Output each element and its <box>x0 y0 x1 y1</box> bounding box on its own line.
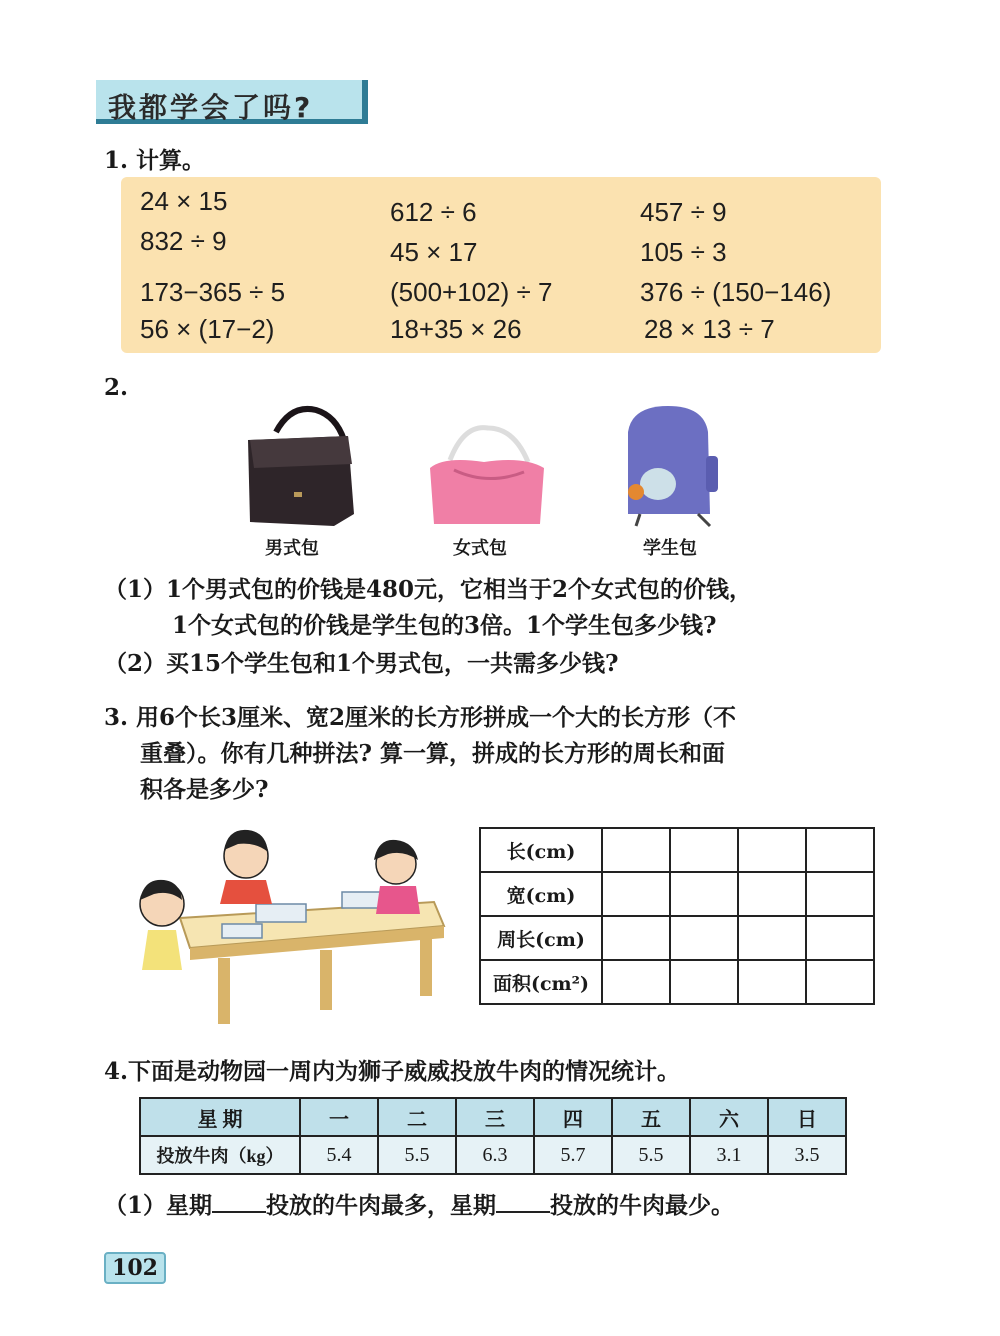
q3-table <box>479 827 875 1005</box>
table-row <box>140 1136 846 1174</box>
expr: 24 × 15 <box>140 186 228 216</box>
q1-label: 1. 计算。 <box>104 147 206 174</box>
answer-cell[interactable] <box>806 872 874 916</box>
value-cell: 5.4 <box>300 1136 378 1174</box>
expr: 832 ÷ 9 <box>140 226 227 256</box>
header-cell: 三 <box>456 1098 534 1136</box>
answer-cell[interactable] <box>602 872 670 916</box>
children-table-illustration <box>134 820 450 1032</box>
value-cell: 5.5 <box>378 1136 456 1174</box>
expr: 45 × 17 <box>390 237 478 267</box>
page-number: 102 <box>104 1252 166 1284</box>
answer-blank[interactable] <box>212 1189 266 1213</box>
expr: 105 ÷ 3 <box>640 237 727 267</box>
header-cell: 二 <box>378 1098 456 1136</box>
answer-cell[interactable] <box>602 828 670 872</box>
header-cell: 六 <box>690 1098 768 1136</box>
expr: 56 × (17−2) <box>140 314 275 344</box>
expr: 18+35 × 26 <box>390 314 522 344</box>
expr: 173−365 ÷ 5 <box>140 277 286 307</box>
expr: 376 ÷ (150−146) <box>640 277 832 307</box>
q2-part2: （2）买15个学生包和1个男式包，一共需多少钱? <box>104 650 619 677</box>
answer-cell[interactable] <box>738 828 806 872</box>
q2-part1-line2: 1个女式包的价钱是学生包的3倍。1个学生包多少钱? <box>172 612 717 639</box>
row-label: 面积(cm²) <box>480 960 602 1004</box>
answer-cell[interactable] <box>738 960 806 1004</box>
section-title: 我都学会了吗? <box>96 80 368 124</box>
answer-cell[interactable] <box>670 828 738 872</box>
q4-part1-b: 投放的牛肉最多，星期 <box>266 1192 497 1219</box>
value-cell: 5.5 <box>612 1136 690 1174</box>
header-cell: 五 <box>612 1098 690 1136</box>
q4-part1-c: 投放的牛肉最少。 <box>550 1192 735 1219</box>
expr: (500+102) ÷ 7 <box>390 277 553 307</box>
q3-line2: 重叠）。你有几种拼法? 算一算，拼成的长方形的周长和面 <box>140 740 725 767</box>
school-bag-image <box>610 402 722 528</box>
bag-label: 学生包 <box>643 538 697 559</box>
answer-blank[interactable] <box>496 1189 550 1213</box>
row-label: 投放牛肉（kg） <box>140 1136 300 1174</box>
table-row <box>480 916 874 960</box>
answer-cell[interactable] <box>806 960 874 1004</box>
expr: 28 × 13 ÷ 7 <box>644 314 775 344</box>
q2-label: 2. <box>104 374 129 401</box>
q2-part1-line1: （1）1个男式包的价钱是480元，它相当于2个女式包的价钱， <box>104 576 753 603</box>
table-row <box>480 828 874 872</box>
answer-cell[interactable] <box>670 960 738 1004</box>
bag-label: 男式包 <box>265 538 319 559</box>
header-cell: 一 <box>300 1098 378 1136</box>
row-label: 宽(cm) <box>480 872 602 916</box>
header-cell: 四 <box>534 1098 612 1136</box>
q3-line3: 积各是多少? <box>140 776 269 803</box>
answer-cell[interactable] <box>602 960 670 1004</box>
q4-part1 <box>104 1188 734 1224</box>
answer-cell[interactable] <box>670 916 738 960</box>
bag-label: 女式包 <box>453 538 507 559</box>
q3-line1: 3. 用6个长3厘米、宽2厘米的长方形拼成一个大的长方形（不 <box>104 704 737 731</box>
row-label: 长(cm) <box>480 828 602 872</box>
header-cell: 星 期 <box>140 1098 300 1136</box>
row-label: 周长(cm) <box>480 916 602 960</box>
table-row <box>480 872 874 916</box>
q4-label: 4.下面是动物园一周内为狮子威威投放牛肉的情况统计。 <box>104 1058 681 1085</box>
answer-cell[interactable] <box>602 916 670 960</box>
womens-bag-image <box>424 420 552 530</box>
answer-cell[interactable] <box>806 916 874 960</box>
answer-cell[interactable] <box>670 872 738 916</box>
answer-cell[interactable] <box>738 916 806 960</box>
value-cell: 3.5 <box>768 1136 846 1174</box>
answer-cell[interactable] <box>806 828 874 872</box>
value-cell: 6.3 <box>456 1136 534 1174</box>
answer-cell[interactable] <box>738 872 806 916</box>
header-cell: 日 <box>768 1098 846 1136</box>
value-cell: 3.1 <box>690 1136 768 1174</box>
expr: 612 ÷ 6 <box>390 197 477 227</box>
beef-stats-table <box>139 1097 847 1175</box>
expr: 457 ÷ 9 <box>640 197 727 227</box>
value-cell: 5.7 <box>534 1136 612 1174</box>
table-row <box>480 960 874 1004</box>
mens-bag-image <box>236 402 360 532</box>
q4-part1-a: （1）星期 <box>104 1192 213 1219</box>
table-row <box>140 1098 846 1136</box>
